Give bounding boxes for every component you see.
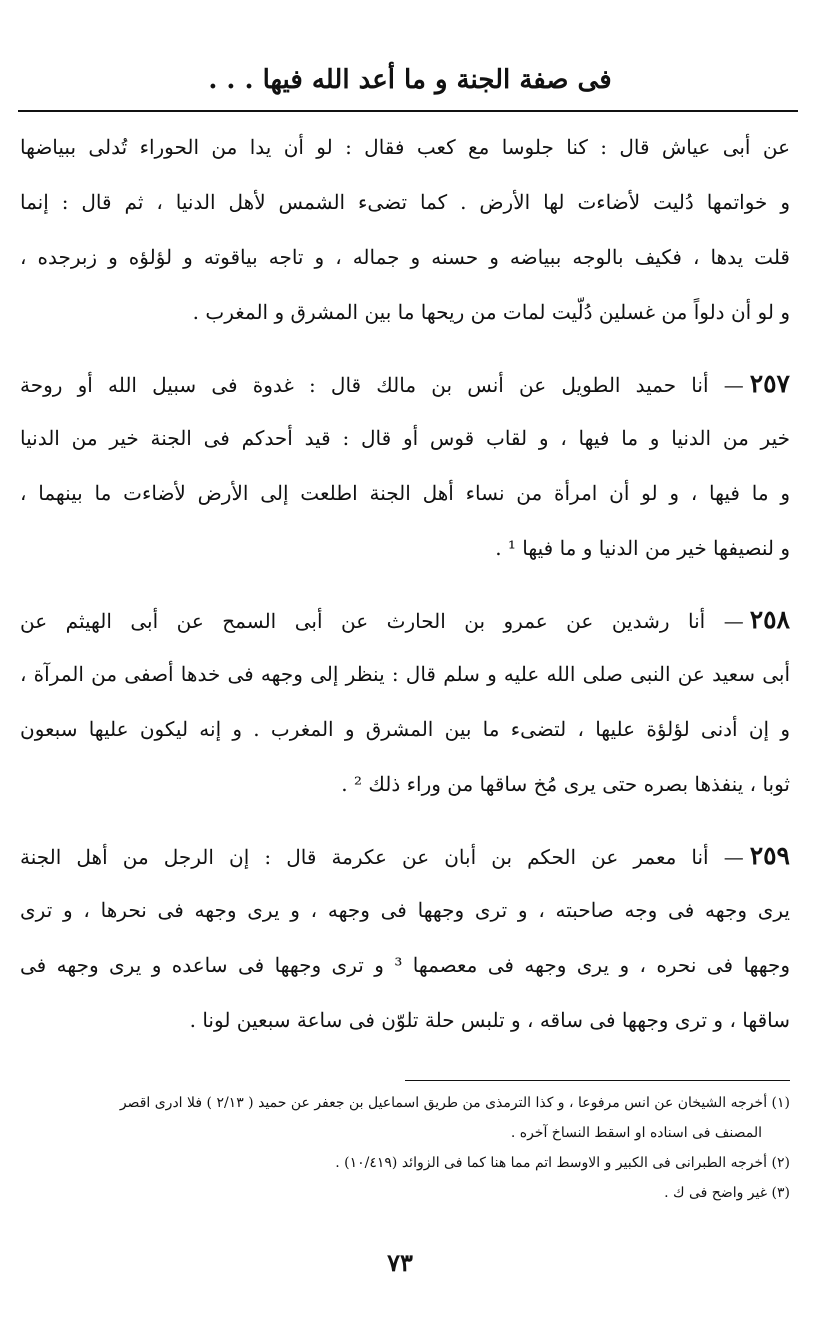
footnotes bbox=[20, 1088, 790, 1208]
text-line: و خواتمها دُليت لأضاءت لها الأرض . كما تضىء الشمس لأهل الدنيا ، ثم قال : إنما bbox=[20, 190, 790, 214]
text-line: قلت يدها ، فكيف بالوجه ببياضه و حسنه و جماله ، و تاجه بياقوته و لؤلؤه و زبرجده ، bbox=[20, 245, 790, 269]
paragraph-257 bbox=[20, 356, 790, 576]
header-divider bbox=[18, 110, 798, 112]
paragraph-259 bbox=[20, 828, 790, 1048]
text-line: عن أبى عياش قال : كنا جلوسا مع كعب فقال : لو أن يدا من الحوراء تُدلى ببياضها bbox=[20, 135, 790, 159]
footnote-1-continuation: المصنف فى اسناده او اسقط النساخ آخره . bbox=[510, 1125, 762, 1141]
page-number: ٧٣ bbox=[387, 1248, 413, 1277]
text-line: و ما فيها ، و لو أن امرأة من نساء أهل الجنة اطلعت إلى الأرض لأضاءت ما بينهما ، bbox=[20, 481, 790, 505]
text-line-content: — أنا حميد الطويل عن أنس بن مالك قال : غدوة فى سبيل الله أو روحة bbox=[20, 373, 744, 397]
paragraph-258 bbox=[20, 592, 790, 812]
text-line-content: — أنا رشدين عن عمرو بن الحارث عن أبى السمح عن أبى الهيثم عن bbox=[20, 609, 744, 633]
text-line: خير من الدنيا و ما فيها ، و لقاب قوس أو قال : قيد أحدكم فى الجنة خير من الدنيا bbox=[20, 426, 790, 450]
text-line bbox=[20, 356, 790, 411]
paragraph-intro bbox=[20, 120, 790, 340]
text-line: يرى وجهه فى وجه صاحبته ، و ترى وجهها فى وجهه ، و يرى وجهه فى نحرها ، و ترى bbox=[20, 898, 790, 922]
text-line bbox=[20, 828, 790, 883]
footnote-3: (٣) غير واضح فى ك . bbox=[664, 1185, 790, 1201]
running-header: فى صفة الجنة و ما أعد الله فيها . . . bbox=[208, 65, 612, 95]
hadith-number: ٢٥٧ bbox=[749, 369, 790, 398]
footnote-divider bbox=[405, 1080, 790, 1081]
hadith-number: ٢٥٩ bbox=[749, 841, 790, 870]
text-line: وجهها فى نحره ، و يرى وجهه فى معصمها ³ و ترى وجهها فى ساعده و يرى وجهه فى bbox=[20, 953, 790, 977]
text-line: و إن أدنى لؤلؤة عليها ، لتضىء ما بين المشرق و المغرب . و إنه ليكون عليها سبعون bbox=[20, 717, 790, 741]
text-line: أبى سعيد عن النبى صلى الله عليه و سلم قال : ينظر إلى وجهه فى خدها أصفى من المرآة ، bbox=[20, 662, 790, 686]
text-line: ثوبا ، ينفذها بصره حتى يرى مُخ ساقها من وراء ذلك ² . bbox=[341, 772, 790, 796]
hadith-number: ٢٥٨ bbox=[749, 605, 790, 634]
text-line: ساقها ، و ترى وجهها فى ساقه ، و تلبس حلة تلوّن فى ساعة سبعين لونا . bbox=[189, 1008, 790, 1032]
text-line bbox=[20, 592, 790, 647]
main-text bbox=[20, 120, 790, 1064]
footnote-2: (٢) أخرجه الطبرانى فى الكبير و الاوسط اتم مما هنا كما فى الزوائد (١٠/٤١٩) . bbox=[335, 1155, 790, 1171]
text-line: و لنصيفها خير من الدنيا و ما فيها ¹ . bbox=[495, 536, 790, 560]
footnote-1: (١) أخرجه الشيخان عن انس مرفوعا ، و كذا الترمذى من طريق اسماعيل بن جعفر عن حميد ( ٢/١٣ ) فلا ادرى اقصر bbox=[119, 1095, 790, 1111]
text-line: و لو أن دلواً من غسلين دُلّيت لمات من ريحها ما بين المشرق و المغرب . bbox=[192, 300, 790, 324]
text-line-content: — أنا معمر عن الحكم بن أبان عن عكرمة قال : إن الرجل من أهل الجنة bbox=[20, 845, 744, 869]
